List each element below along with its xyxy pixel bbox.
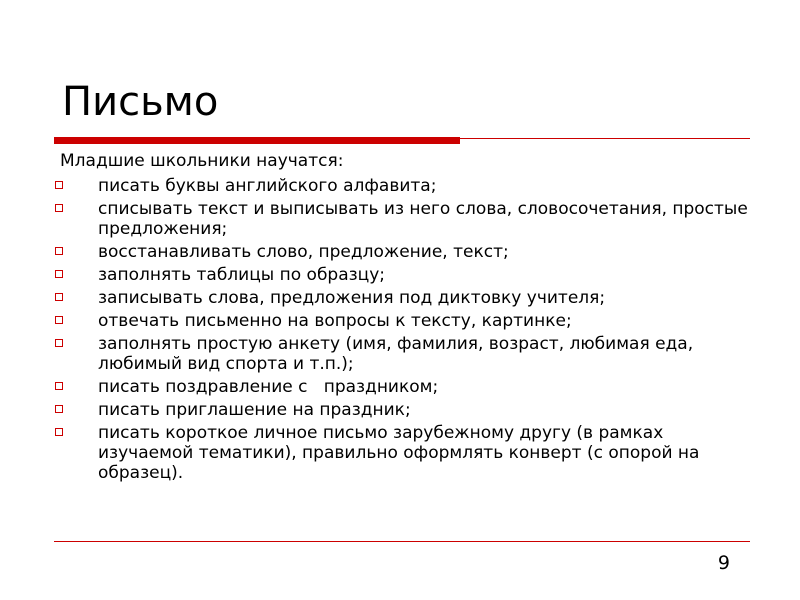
slide-body (54, 150, 754, 486)
list-item (54, 334, 754, 374)
list-item (54, 311, 754, 331)
list-item (54, 423, 754, 483)
list-item-text: отвечать письменно на вопросы к тексту, картинке; (98, 311, 572, 331)
hollow-square-icon (55, 270, 63, 278)
hollow-square-icon (55, 204, 63, 212)
list-item (54, 176, 754, 196)
hollow-square-icon (55, 382, 63, 390)
hollow-square-icon (55, 316, 63, 324)
footer-divider (54, 541, 750, 542)
hollow-square-icon (55, 339, 63, 347)
slide-title: Письмо (62, 79, 219, 125)
list-item-text: заполнять таблицы по образцу; (98, 265, 386, 285)
list-item (54, 377, 754, 397)
title-underline-thick (54, 137, 460, 144)
list-item (54, 400, 754, 420)
hollow-square-icon (55, 293, 63, 301)
list-item-text: писать буквы английского алфавита; (98, 176, 437, 196)
hollow-square-icon (55, 247, 63, 255)
intro-text: Младшие школьники научатся: (60, 151, 344, 171)
list-item (54, 242, 754, 262)
hollow-square-icon (55, 428, 63, 436)
list-item (54, 265, 754, 285)
page-number: 9 (717, 552, 730, 574)
hollow-square-icon (55, 181, 63, 189)
list-item-text: восстанавливать слово, предложение, текст; (98, 242, 509, 262)
list-item-text: списывать текст и выписывать из него слова, словосочетания, простые предложения; (98, 199, 748, 239)
list-item-text: записывать слова, предложения под диктовку учителя; (98, 288, 606, 308)
list-item-text: писать приглашение на праздник; (98, 400, 411, 420)
list-item (54, 288, 754, 308)
list-item-text: писать короткое личное письмо зарубежному другу (в рамках изучаемой тематики), правильно оформлять конверт (с опорой на образец). (98, 423, 700, 483)
title-underline-thin (460, 138, 750, 139)
list-item-text: заполнять простую анкету (имя, фамилия, возраст, любимая еда, любимый вид спорта и т.п.); (98, 334, 694, 374)
skills-list (54, 176, 754, 483)
list-item-text: писать поздравление с праздником; (98, 377, 439, 397)
hollow-square-icon (55, 405, 63, 413)
list-item (54, 199, 754, 239)
